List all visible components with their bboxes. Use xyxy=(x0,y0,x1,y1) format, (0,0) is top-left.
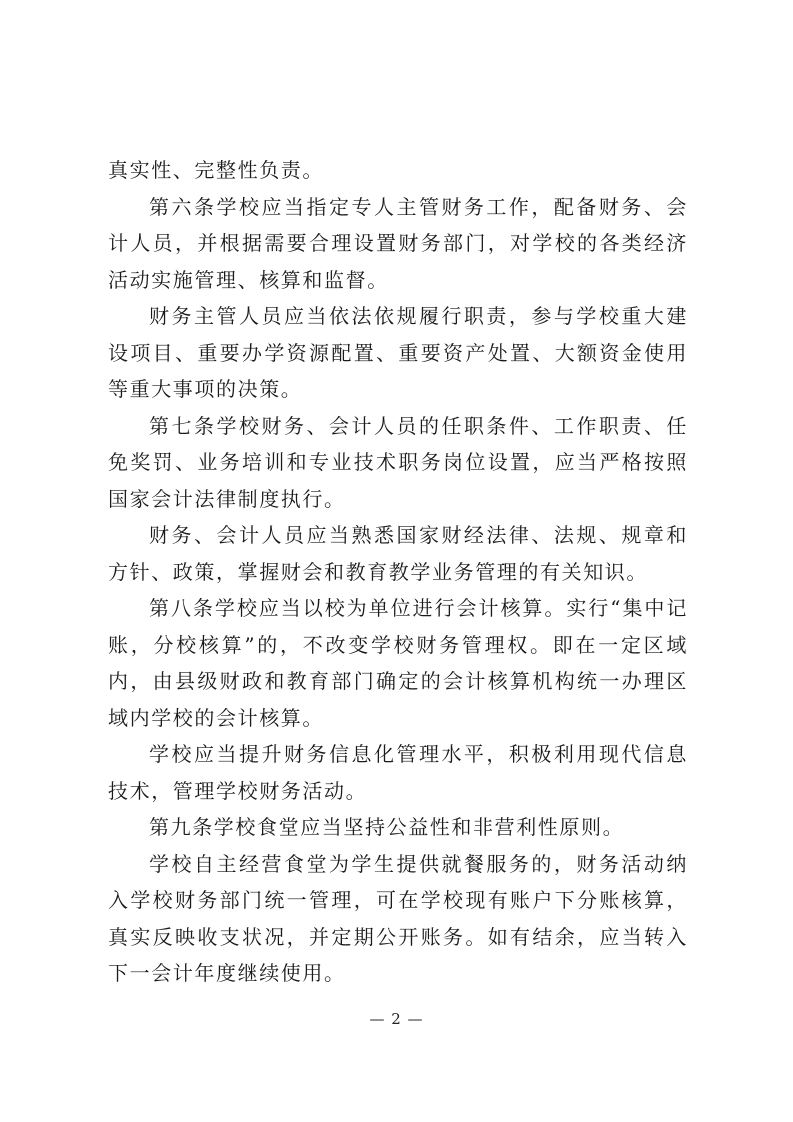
paragraph-continuation: 真实性、完整性负责。 xyxy=(108,158,324,182)
paragraph-article-8: 第八条学校应当以校为单位进行会计核算。实行“集中记账，分校核算”的，不改变学校财务管理权。即在一定区域内，由县级财政和教育部门确定的会计核算机构统一办理区域内学校的会计核算。 xyxy=(108,596,688,730)
document-body xyxy=(108,152,688,992)
paragraph-finance-supervisor: 财务主管人员应当依法依规履行职责，参与学校重大建设项目、重要办学资源配置、重要资产处置、大额资金使用等重大事项的决策。 xyxy=(108,304,688,401)
paragraph-informatization: 学校应当提升财务信息化管理水平，积极利用现代信息技术，管理学校财务活动。 xyxy=(108,742,688,803)
paragraph-article-6: 第六条学校应当指定专人主管财务工作，配备财务、会计人员，并根据需要合理设置财务部门，对学校的各类经济活动实施管理、核算和监督。 xyxy=(108,194,688,292)
paragraph-canteen-management: 学校自主经营食堂为学生提供就餐服务的，财务活动纳入学校财务部门统一管理，可在学校现有账户下分账核算，真实反映收支状况，并定期公开账务。如有结余，应当转入下一会计年度继续使用。 xyxy=(108,851,688,985)
page-number: — 2 — xyxy=(369,1010,424,1028)
paragraph-article-9: 第九条学校食堂应当坚持公益性和非营利性原则。 xyxy=(149,815,625,839)
paragraph-article-7: 第七条学校财务、会计人员的任职条件、工作职责、任免奖罚、业务培训和专业技术职务岗位设置，应当严格按照国家会计法律制度执行。 xyxy=(108,413,688,511)
paragraph-finance-staff-knowledge: 财务、会计人员应当熟悉国家财经法律、法规、规章和方针、政策，掌握财会和教育教学业务管理的有关知识。 xyxy=(108,523,688,584)
